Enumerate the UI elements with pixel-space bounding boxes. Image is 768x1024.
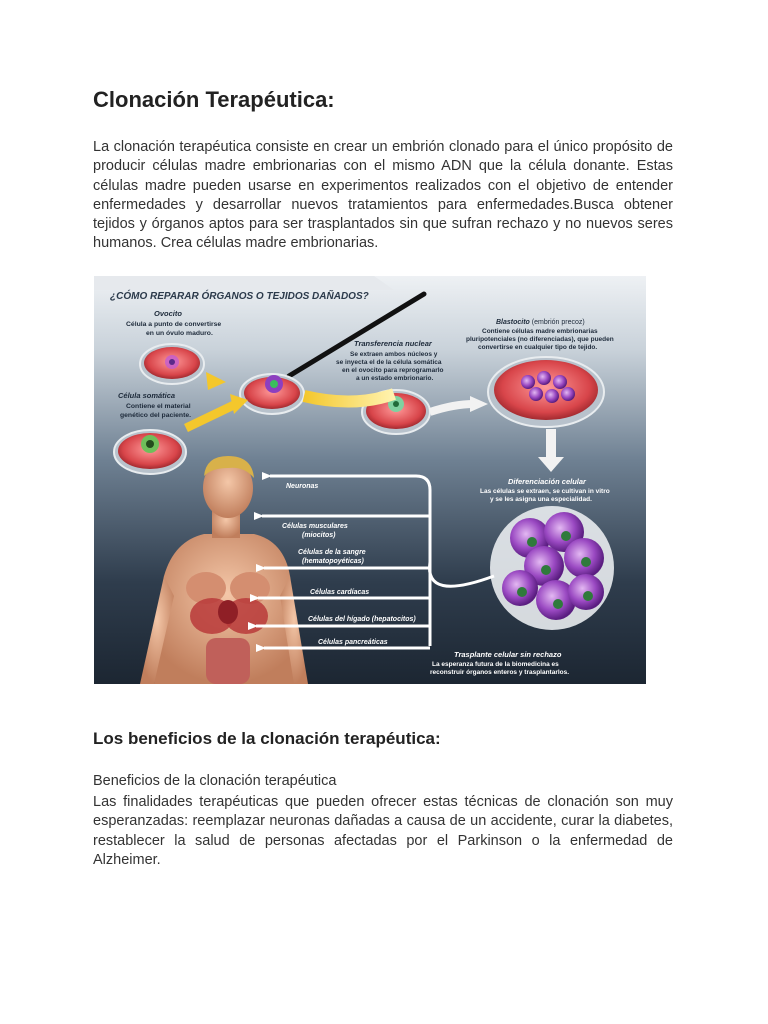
- trasplante-desc-1: La esperanza futura de la biomedicina es: [432, 661, 559, 668]
- blastocito-desc-3: convertirse en cualquier tipo de tejido.: [478, 344, 598, 351]
- trasplante-title: Trasplante celular sin rechazo: [454, 650, 562, 659]
- blastocito-dish: [488, 357, 604, 427]
- transferencia-desc-3: en el ovocito para reprogramarlo: [342, 367, 444, 374]
- diferenciacion-desc-2: y se les asigna una especialidad.: [490, 496, 592, 503]
- blastocito-desc-1: Contiene células madre embrionarias: [482, 328, 598, 335]
- page-title: Clonación Terapéutica:: [93, 87, 335, 112]
- transferencia-dish: [240, 374, 304, 414]
- figure-question: ¿CÓMO REPARAR ÓRGANOS O TEJIDOS DAÑADOS?: [110, 291, 369, 302]
- ovocito-dish: [140, 344, 204, 384]
- cell-type-label-3: Células de la sangre: [298, 549, 366, 556]
- differentiated-cell-cluster: [490, 506, 614, 630]
- cell-type-label-4: Células cardíacas: [310, 589, 370, 596]
- cell-type-label-6: Células pancreáticas: [318, 639, 388, 646]
- transferencia-title: Transferencia nuclear: [354, 339, 432, 348]
- cell-type-label-2: Células musculares: [282, 523, 348, 530]
- ovocito-desc-1: Célula a punto de convertirse: [126, 321, 222, 328]
- benefits-label: Beneficios de la clonación terapéutica: [93, 773, 337, 789]
- intro-paragraph: La clonación terapéutica consiste en crear un embrión clonado para el único propósito de producir células madre embrionarias con el mismo ADN que la célula donante. Estas células madre pueden usarse en experimentos realizados con el objetivo de entender enfermedades y desarrollar nuevos tratamientos para enfermedades.Busca obtener tejidos y órganos aptos para ser trasplantados sin que sufran rechazo y no nuevos seres humanos. Crea células madre embrionarias.: [93, 139, 673, 252]
- blastocito-desc-2: pluripotenciales (no diferenciadas), que pueden: [466, 336, 614, 343]
- transferencia-desc-2: se inyecta el de la célula somática: [336, 359, 442, 366]
- ovocito-desc-2: en un óvulo maduro.: [146, 330, 213, 337]
- somatica-dish: [114, 430, 186, 474]
- cell-type-label-3b: (hematopoyéticas): [302, 558, 364, 565]
- somatica-desc-2: genético del paciente.: [120, 412, 192, 419]
- cell-type-label-1: Neuronas: [286, 483, 319, 490]
- cell-type-label-5: Células del hígado (hepatocitos): [308, 616, 416, 623]
- cloning-infographic: [94, 276, 646, 684]
- benefits-heading: Los beneficios de la clonación terapéutica:: [93, 729, 441, 748]
- somatica-desc-1: Contiene el material: [126, 403, 191, 410]
- diferenciacion-desc-1: Las células se extraen, se cultivan in vitro: [480, 488, 610, 495]
- transferencia-desc-1: Se extraen ambos núcleos y: [350, 351, 438, 358]
- diferenciacion-title: Diferenciación celular: [508, 477, 586, 486]
- ovocito-title: Ovocito: [154, 309, 182, 318]
- blastocito-title: Blastocito (embrión precoz): [496, 319, 585, 326]
- trasplante-desc-2: reconstruir órganos enteros y trasplantarlos.: [430, 669, 570, 676]
- cell-type-label-2b: (miocitos): [302, 532, 336, 539]
- benefits-paragraph: Las finalidades terapéuticas que pueden ofrecer estas técnicas de clonación son muy esperanzadas: reemplazar neuronas dañadas a causa de un accidente, curar la diabetes, restablecer la salud de personas afectadas por el Parkinson o la enfermedad de Alzheimer.: [93, 794, 673, 868]
- transferencia-desc-4: a un estado embrionario.: [356, 375, 434, 382]
- somatica-title: Célula somática: [118, 391, 176, 400]
